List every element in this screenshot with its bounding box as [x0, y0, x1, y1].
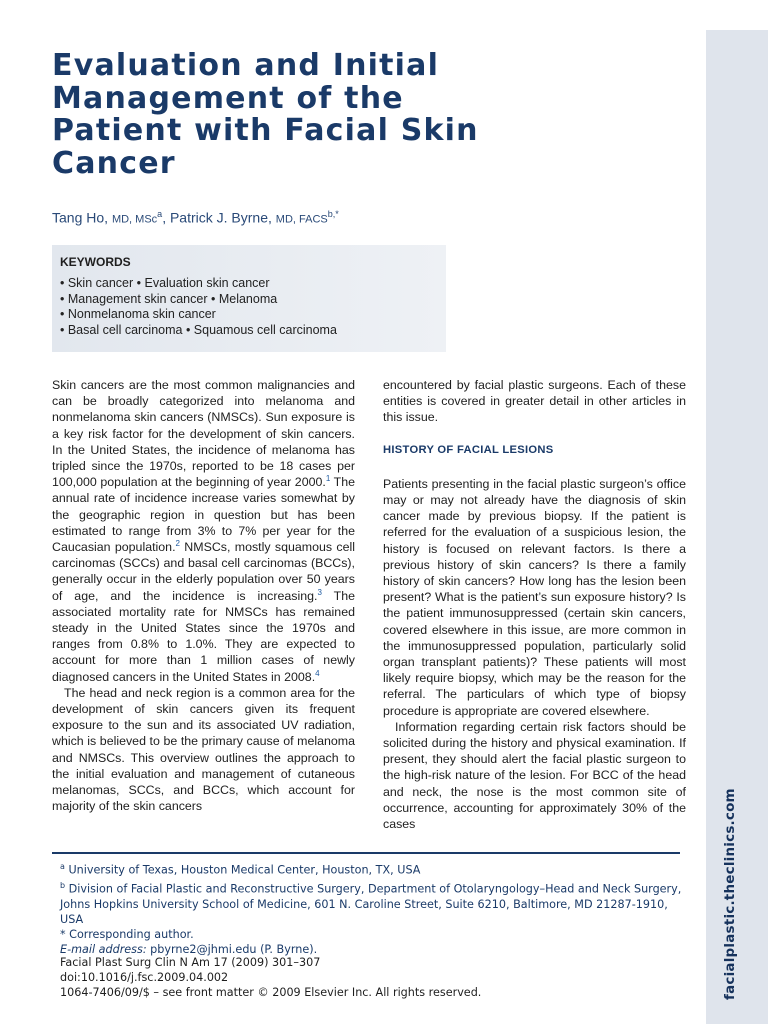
- footnote-divider: [52, 852, 680, 854]
- section-heading: HISTORY OF FACIAL LESIONS: [383, 443, 554, 456]
- reference-link[interactable]: 2: [175, 538, 180, 548]
- copyright: 1064-7406/09/$ – see front matter © 2009 Elsevier Inc. All rights reserved.: [60, 986, 482, 999]
- keywords-heading: KEYWORDS: [60, 255, 131, 269]
- keyword-line: • Nonmelanoma skin cancer: [60, 307, 216, 321]
- reference-link[interactable]: 4: [315, 668, 320, 678]
- author-1-name: Tang Ho,: [52, 209, 109, 226]
- corresponding-author: * Corresponding author.: [60, 928, 194, 942]
- author-1-degree: MD, MSc: [111, 213, 158, 226]
- body-column-left: [52, 377, 355, 814]
- keywords-box: [52, 245, 446, 352]
- reference-link[interactable]: 1: [325, 474, 331, 484]
- author-2-affiliation: b,*: [327, 209, 339, 219]
- citation-block: [60, 955, 481, 1000]
- keyword-line: • Management skin cancer • Melanoma: [60, 291, 278, 306]
- journal-citation: Facial Plast Surg Clin N Am 17 (2009) 301–307: [60, 956, 321, 969]
- email-link[interactable]: pbyrne2@jhmi.edu (P. Byrne).: [146, 943, 318, 957]
- article-title: Evaluation and Initial Management of the Patient with Facial Skin Cancer: [52, 48, 479, 182]
- keyword-line: • Skin cancer • Evaluation skin cancer: [60, 276, 270, 290]
- author-2-degree: MD, FACS: [275, 213, 328, 226]
- authors: [52, 209, 339, 226]
- paragraph-intro: Skin cancers are the most common malignancies and can be broadly categorized into melanoma and nonmelanoma skin cancers (NMSCs). Sun exposure is a key risk factor for the development of skin cancers. In the United States, the incidence of melanoma has tripled since the 1970s, reported to be 18 cases per 100,000 population at the beginning of year 2000.$^1$ The annual rate of incidence increase varies somewhat by the geographic region in question but has been estimated to range from 3% to 7% per year for the Caucasian population.$^2$ NMSCs, mostly squamous cell carcinomas (SCCs) and basal cell carcinomas (BCCs), generally occur in the elderly population over 50 years of age, and the incidence is increasing.$^3$ The associated mortality rate for NMSCs has remained steady in the United States since the 1970s and ranges from 0.8% to 1.0%. They are expected to account for more than 1 million cases of newly diagnosed cancers in the United States in 2008.$^4$: [52, 378, 355, 684]
- email-label: E-mail address:: [60, 943, 147, 957]
- paragraph-risk-factors: Information regarding certain risk factors should be solicited during the history and physical examination. If present, they should alert the facial plastic surgeon to the high-risk nature of the lesion. For BCC of the head and neck, the nose is the most common site of occurrence, accounting for approximately 30% of the cases: [383, 719, 686, 832]
- side-url: facialplastic.theclinics.com: [722, 788, 738, 1000]
- paragraph-head-neck: The head and neck region is a common area for the development of skin cancers given its frequent exposure to the sun and its associated UV radiation, which is believed to be the primary cause of melanoma and NMSCs. This overview outlines the approach to the initial evaluation and management of cutaneous melanomas, SCCs, and BCCs, which account for majority of the skin cancers: [52, 685, 355, 814]
- affiliation-a: $^a$ University of Texas, Houston Medical Center, Houston, TX, USA: [60, 862, 421, 877]
- author-1-affiliation: a: [157, 209, 163, 219]
- doi[interactable]: doi:10.1016/j.fsc.2009.04.002: [60, 971, 229, 984]
- paragraph-continued: encountered by facial plastic surgeons. Each of these entities is covered in greater detail in other articles in this issue.: [383, 378, 686, 425]
- affiliation-b: $^b$ Division of Facial Plastic and Reconstructive Surgery, Department of Otolaryngology–Head and Neck Surgery, Johns Hopkins University School of Medicine, 601 N. Caroline Street, Suite 6210, Baltimore, MD 21287-1910, USA: [60, 880, 682, 927]
- body-column-right: [383, 377, 686, 832]
- keyword-line: • Basal cell carcinoma • Squamous cell carcinoma: [60, 322, 337, 337]
- paragraph-history: Patients presenting in the facial plastic surgeon’s office may or may not already have the diagnosis of skin cancer made by previous biopsy. If the patient is referred for the evaluation of a suspicious lesion, the history is focused on relevant factors. Is there a previous history of skin cancers? Is there a family history of skin cancers? How long has the lesion been present? What is the patient’s sun exposure history? Is the patient immunosuppressed (certain skin cancers, covered elsewhere in this issue, are more common in the immunosuppressed population, particularly solid organ transplant patients)? These patients will most likely require biopsy, which may be the reason for the referral. The particulars of which type of biopsy procedure is appropriate are covered elsewhere.: [383, 476, 686, 718]
- reference-link[interactable]: 3: [317, 587, 322, 597]
- keywords-list: [60, 276, 337, 338]
- footnotes: [60, 859, 685, 958]
- author-2-name: , Patrick J. Byrne,: [162, 209, 272, 226]
